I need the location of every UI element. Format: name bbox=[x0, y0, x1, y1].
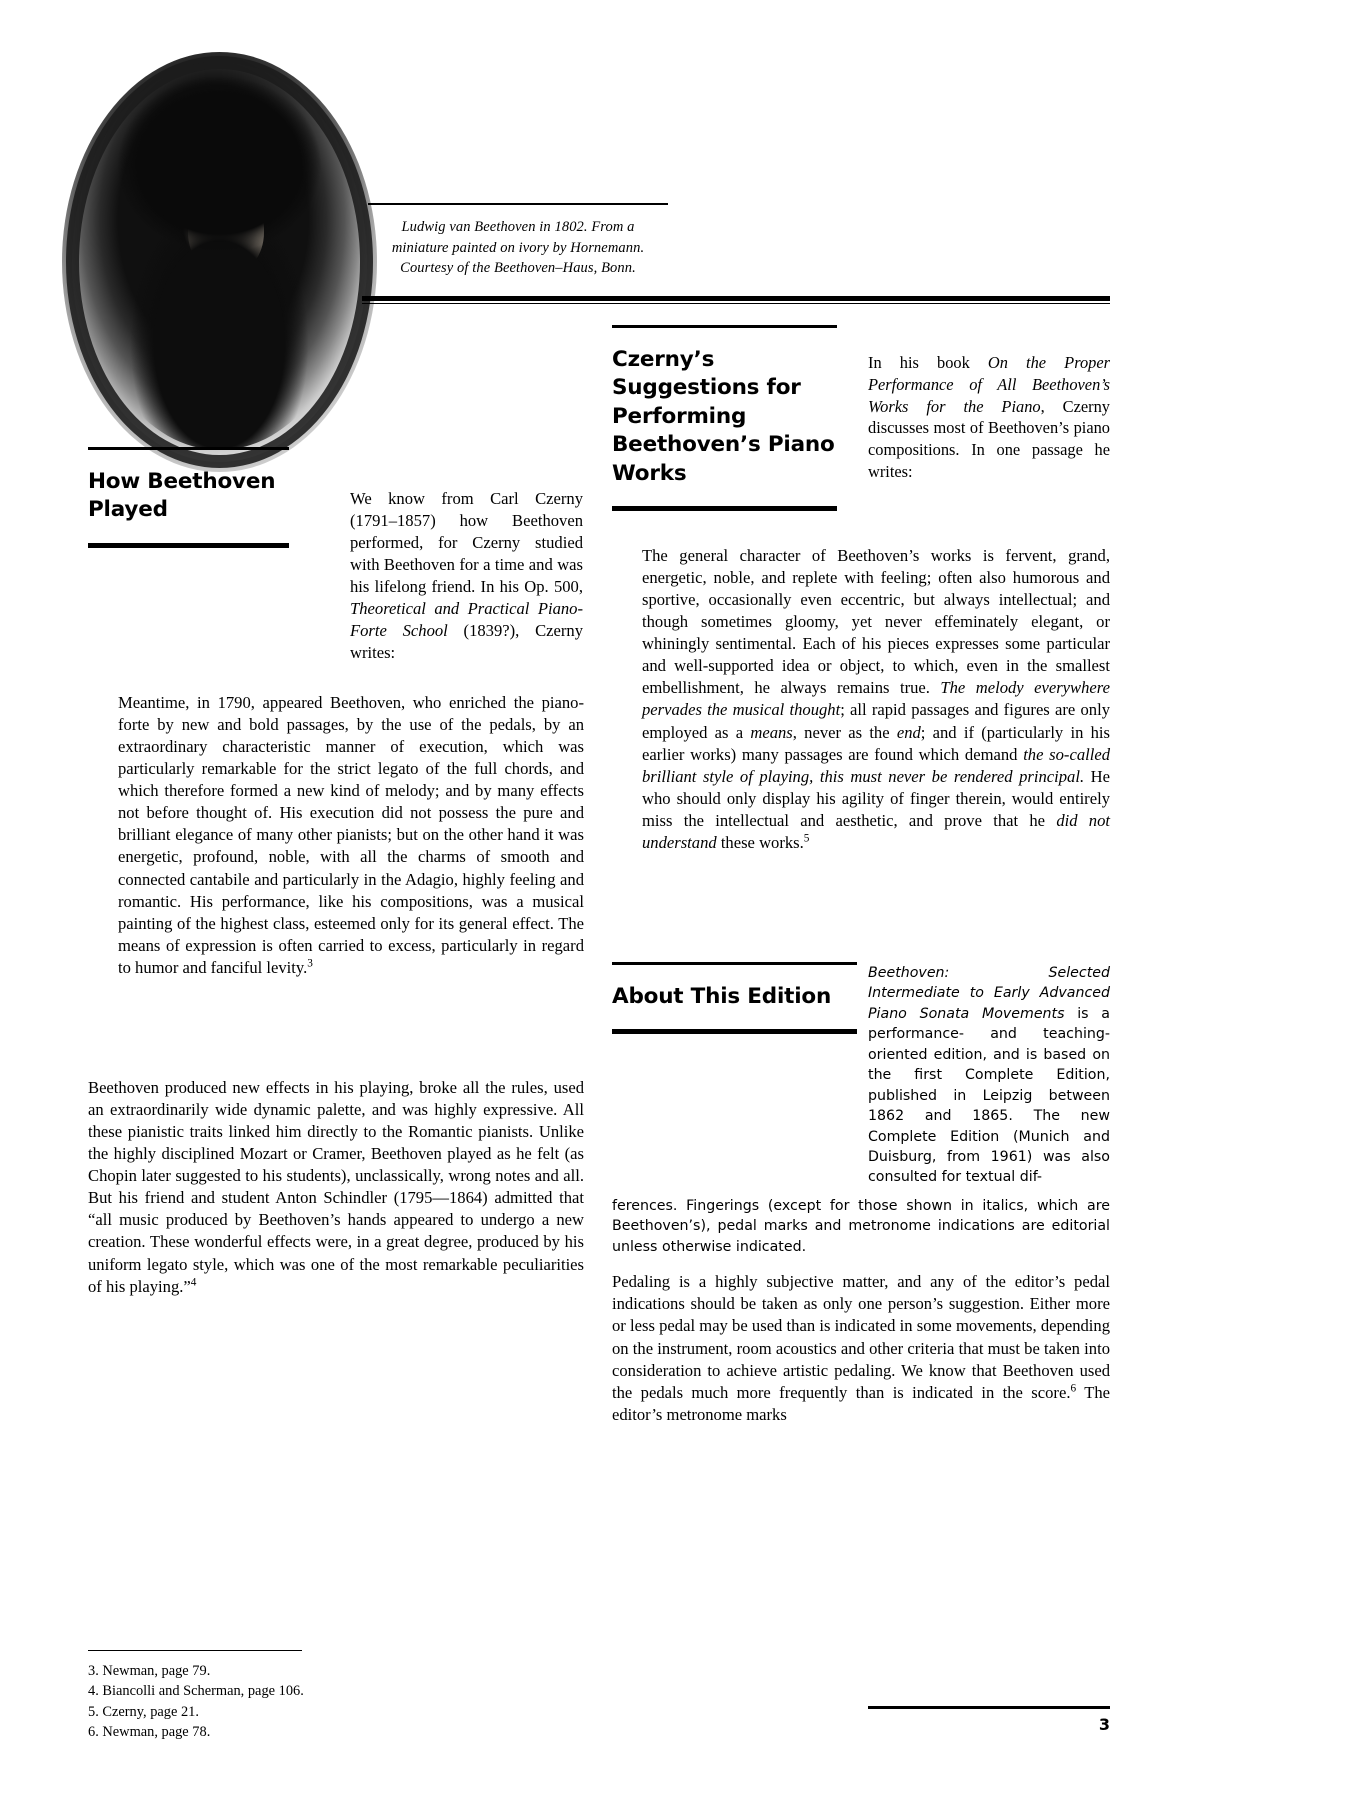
about-this-edition-body bbox=[612, 1196, 1110, 1426]
czerny-quote-block-left bbox=[118, 692, 584, 979]
portrait-face bbox=[188, 182, 264, 274]
footnote-separator-rule bbox=[88, 1650, 302, 1651]
footnotes-block bbox=[88, 1650, 418, 1743]
how-beethoven-played-intro bbox=[350, 488, 583, 665]
intro-paragraph: We know from Carl Czerny (1791–1857) how Beethoven performed, for Czerny studied with Beethoven for a time and was his lifelong friend. In his Op. 500, Theoretical and Practical Piano-Forte School (1839?), Czerny writes: bbox=[350, 489, 583, 663]
page-top-divider-thick bbox=[362, 296, 1110, 301]
figure-caption bbox=[368, 203, 668, 279]
intro-paragraph: In his book On the Proper Performance of All Beethoven’s Works for the Piano, Czerny discusses most of Beethoven’s piano compositions. In one passage he writes: bbox=[868, 353, 1111, 482]
czerny-quote-block-right bbox=[642, 545, 1110, 854]
footnote-item: 6. Newman, page 78. bbox=[88, 1724, 211, 1741]
pedaling-paragraph: Pedaling is a highly subjective matter, and any of the editor’s pedal indications should be taken as only one person’s suggestion. Either more or less pedal may be used than is indicated in some movements, depending on the instrument, room acoustics and other criteria that must be taken into consideration to achieve artistic pedaling. We know that Beethoven used the pedals much more frequently than is indicated in the score.$^6$ The editor’s metronome marks bbox=[612, 1272, 1110, 1424]
heading-rule-top bbox=[612, 962, 857, 965]
blockquote-paragraph: Meantime, in 1790, appeared Beethoven, who enriched the piano-forte by new and bold passages, by the use of the pedals, by an extraordinary characteristic manner of execution, which was particularly remarkable for the strict legato of the full chords, and which therefore formed a new kind of melody; and by many effects not before thought of. His execution did not possess the pure and brilliant elegance of many other pianists; but on the other hand it was energetic, profound, noble, with all the charms of smooth and connected cantabile and particularly in the Adagio, highly feeling and romantic. His performance, like his compositions, was a musical painting of the highest class, esteemed only for its general effect. The means of expression is often carried to excess, particularly in regard to humor and fanciful levity.$^3$ bbox=[118, 693, 584, 977]
portrait-collar bbox=[163, 281, 281, 347]
caption-top-rule bbox=[368, 203, 668, 205]
heading-rule-bottom bbox=[612, 506, 837, 511]
section-title: About This Edition bbox=[612, 984, 832, 1009]
beethoven-effects-paragraph-block bbox=[88, 1077, 584, 1298]
page-footer bbox=[868, 1706, 1110, 1734]
heading-rule-top bbox=[612, 325, 837, 328]
heading-rule-bottom bbox=[88, 543, 289, 548]
section-title: Czerny’s Suggestions for Performing Beethoven’s Piano Works bbox=[612, 347, 835, 486]
about-this-edition-intro bbox=[868, 963, 1110, 1188]
section-about-this-edition-heading bbox=[612, 962, 857, 1034]
page-number: 3 bbox=[1098, 1715, 1110, 1734]
footnote-item: 3. Newman, page 79. bbox=[88, 1663, 211, 1679]
continuation-paragraph: ferences. Fingerings (except for those shown in italics, which are Beethoven’s), pedal marks and metronome indications are editorial unless otherwise indicated. bbox=[612, 1198, 1110, 1255]
page-top-divider-thin bbox=[362, 303, 1110, 304]
closing-paragraph: Beethoven produced new effects in his playing, broke all the rules, used an extraordinarily wide dynamic palette, and was highly expressive. All these pianistic traits linked him directly to the Romantic pianists. Unlike the highly disciplined Mozart or Cramer, Beethoven played as he felt (as Chopin later suggested to his students), unclassically, wrong notes and all. But his friend and student Anton Schindler (1795—1864) admitted that “all music produced by Beethoven’s hands appeared to undergo a new creation. These wonderful effects were, in a great degree, produced by his uniform legato style, which was one of the most remarkable peculiarities of his playing.”$^4$ bbox=[88, 1078, 584, 1296]
caption-line-2: miniature painted on ivory by Hornemann. bbox=[391, 239, 645, 256]
caption-line-1: Ludwig van Beethoven in 1802. From a bbox=[401, 219, 635, 235]
czerny-suggestions-intro bbox=[868, 352, 1110, 483]
footnote-item: 5. Czerny, page 21. bbox=[88, 1703, 199, 1720]
section-title: How Beethoven Played bbox=[88, 469, 276, 523]
portrait-oval-frame bbox=[62, 52, 377, 472]
footnote-item: 4. Biancolli and Scherman, page 106. bbox=[88, 1683, 304, 1700]
blockquote-paragraph: The general character of Beethoven’s works is fervent, grand, energetic, noble, and replete with feeling; often also humorous and sportive, occasionally even eccentric, but always intellectual; and though sometimes gloomy, yet never effeminately elegant, or whiningly sentimental. Each of his pieces expresses some particular and well-supported idea or object, to which, even in the smallest embellishment, he always remains true. The melody everywhere pervades the musical thought; all rapid passages and figures are only employed as a means, never as the end; and if (particularly in his earlier works) many passages are found which demand the so-called brilliant style of playing, this must never be rendered principal. He who should only display his agility of finger therein, would entirely miss the intellectual and aesthetic, and prove that he did not understand these works.$^5$ bbox=[642, 546, 1111, 852]
section-how-beethoven-played-heading bbox=[88, 447, 289, 548]
intro-paragraph: Beethoven: Selected Intermediate to Early Advanced Piano Sonata Movements is a performance- and teaching-oriented edition, and is based on the first Complete Edition, published in Leipzig between 1862 and 1865. The new Complete Edition (Munich and Duisburg, from 1961) was also consulted for textual dif- bbox=[868, 965, 1110, 1186]
beethoven-portrait-figure bbox=[62, 52, 377, 472]
heading-rule-top bbox=[88, 447, 289, 450]
caption-line-3: Courtesy of the Beethoven–Haus, Bonn. bbox=[400, 260, 636, 277]
footer-rule bbox=[868, 1706, 1110, 1709]
heading-rule-bottom bbox=[612, 1029, 857, 1034]
section-czerny-suggestions-heading bbox=[612, 325, 837, 511]
